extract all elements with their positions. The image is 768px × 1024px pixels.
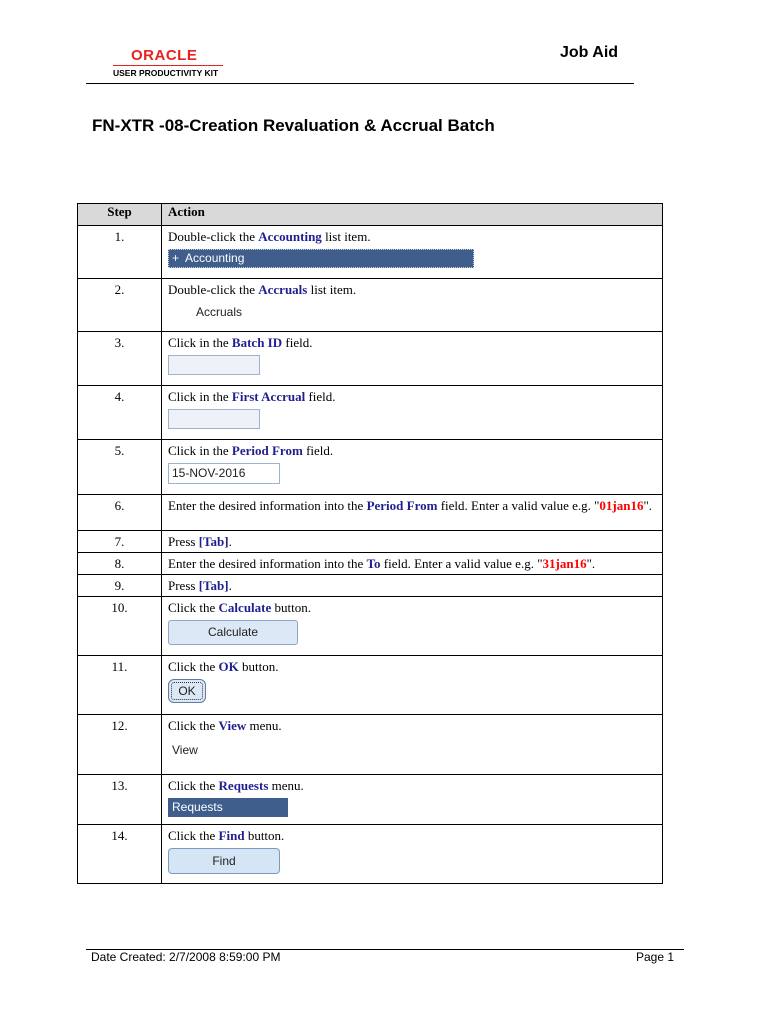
step-action [162, 656, 663, 715]
action-column-header: Action [162, 204, 663, 226]
step-number: 2. [78, 279, 162, 332]
action-keyword: Calculate [218, 600, 272, 615]
action-text: Enter the desired information into the [168, 498, 367, 513]
step-number: 5. [78, 440, 162, 495]
footer-page-number: Page 1 [636, 950, 675, 964]
step-number: 12. [78, 715, 162, 775]
step-action [162, 386, 663, 440]
action-text: Click in the [168, 443, 232, 458]
step-number: 11. [78, 656, 162, 715]
requests-menu-screenshot: Requests [168, 798, 288, 817]
action-text: list item. [307, 282, 357, 297]
accounting-list-item-screenshot: + Accounting [168, 249, 474, 268]
step-action [162, 495, 663, 531]
action-text: Click the [168, 659, 219, 674]
step-action [162, 553, 663, 575]
step-action [162, 825, 663, 884]
step-action [162, 575, 663, 597]
action-text: Click the [168, 718, 219, 733]
action-text: Click the [168, 600, 219, 615]
batch-id-field-screenshot [168, 355, 260, 375]
action-text: Press [168, 534, 199, 549]
action-keyword: Period From [366, 498, 438, 513]
table-row [78, 553, 663, 575]
step-number: 14. [78, 825, 162, 884]
step-number: 4. [78, 386, 162, 440]
logo-subtitle: USER PRODUCTIVITY KIT [113, 68, 219, 78]
action-text: field. Enter a valid value e.g. " [437, 498, 600, 513]
action-text: ". [643, 498, 653, 513]
action-text: menu. [246, 718, 282, 733]
table-row [78, 775, 663, 825]
action-text: field. [305, 389, 336, 404]
action-text: ". [586, 556, 596, 571]
action-keyword: [Tab] [198, 578, 229, 593]
action-text: button. [244, 828, 285, 843]
action-keyword: Accruals [258, 282, 308, 297]
step-column-header: Step [78, 204, 162, 226]
doc-type-label: Job Aid [560, 44, 619, 61]
table-row [78, 597, 663, 656]
table-row [78, 279, 663, 332]
accruals-list-item-screenshot: Accruals [196, 305, 243, 319]
step-action [162, 597, 663, 656]
table-row [78, 715, 663, 775]
step-action [162, 775, 663, 825]
example-value: 01jan16 [599, 498, 644, 513]
action-text: Press [168, 578, 199, 593]
step-number: 1. [78, 226, 162, 279]
action-keyword: To [366, 556, 381, 571]
action-keyword: Accounting [258, 229, 322, 244]
table-row [78, 226, 663, 279]
oracle-logo: ORACLE [131, 47, 198, 64]
step-number: 6. [78, 495, 162, 531]
action-text: . [228, 534, 232, 549]
step-action [162, 332, 663, 386]
step-number: 10. [78, 597, 162, 656]
action-text: menu. [268, 778, 304, 793]
period-from-field-screenshot: 15-NOV-2016 [168, 463, 280, 484]
steps-table [77, 203, 663, 884]
table-row [78, 656, 663, 715]
first-accrual-field-screenshot [168, 409, 260, 429]
step-action [162, 440, 663, 495]
example-value: 31jan16 [542, 556, 587, 571]
action-text: list item. [321, 229, 371, 244]
action-text: Click the [168, 778, 219, 793]
action-text: Click the [168, 828, 219, 843]
step-number: 3. [78, 332, 162, 386]
action-keyword: [Tab] [198, 534, 229, 549]
view-menu-screenshot: View [172, 743, 198, 757]
step-number: 9. [78, 575, 162, 597]
action-text: field. [302, 443, 334, 458]
action-text: button. [271, 600, 311, 615]
footer-date-created: Date Created: 2/7/2008 8:59:00 PM [91, 950, 281, 964]
table-row [78, 531, 663, 553]
step-action [162, 531, 663, 553]
step-action [162, 279, 663, 332]
action-text: . [228, 578, 232, 593]
action-text: field. [282, 335, 313, 350]
action-keyword: Period From [231, 443, 303, 458]
action-keyword: OK [218, 659, 239, 674]
action-keyword: First Accrual [231, 389, 306, 404]
table-row [78, 825, 663, 884]
action-text: Click in the [168, 335, 232, 350]
table-row [78, 332, 663, 386]
action-text: Double-click the [168, 229, 259, 244]
action-keyword: Requests [218, 778, 269, 793]
step-action [162, 715, 663, 775]
step-action [162, 226, 663, 279]
action-text: Enter the desired information into the [168, 556, 367, 571]
page-title: FN-XTR -08-Creation Revaluation & Accrual Batch [92, 116, 495, 135]
action-text: Double-click the [168, 282, 259, 297]
header-divider [86, 83, 634, 84]
calculate-button-screenshot: Calculate [168, 620, 298, 645]
table-row [78, 440, 663, 495]
logo-underline [113, 65, 223, 66]
table-header-row [78, 204, 663, 226]
step-number: 8. [78, 553, 162, 575]
step-number: 13. [78, 775, 162, 825]
action-keyword: Find [218, 828, 245, 843]
ok-button-screenshot: OK [168, 679, 206, 703]
table-row [78, 386, 663, 440]
action-keyword: View [218, 718, 247, 733]
table-row [78, 495, 663, 531]
action-text: Click in the [168, 389, 232, 404]
find-button-screenshot: Find [168, 848, 280, 874]
action-keyword: Batch ID [231, 335, 283, 350]
table-row [78, 575, 663, 597]
action-text: field. Enter a valid value e.g. " [380, 556, 543, 571]
step-number: 7. [78, 531, 162, 553]
action-text: button. [238, 659, 279, 674]
